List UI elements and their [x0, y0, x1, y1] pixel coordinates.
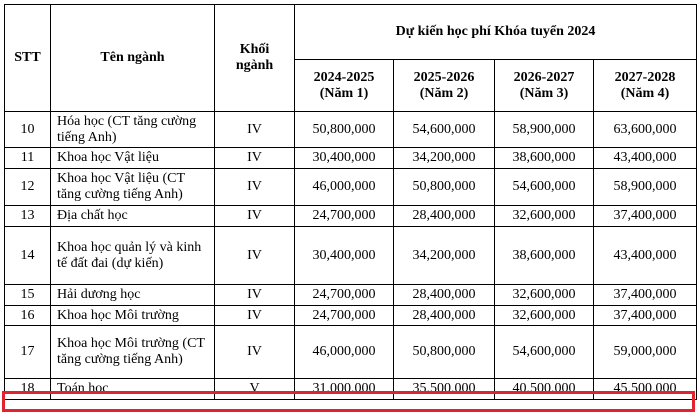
- cell-fee-year-3: 38,600,000: [495, 227, 594, 285]
- tuition-table: [4, 4, 697, 400]
- cell-khoi-nganh: IV: [215, 285, 295, 306]
- cell-ten-nganh: Hóa học (CT tăng cường tiếng Anh): [51, 112, 215, 148]
- cell-fee-year-4: 37,400,000: [594, 306, 697, 326]
- table-row: [5, 227, 697, 285]
- cell-ten-nganh: Khoa học Môi trường (CT tăng cường tiếng Anh): [51, 326, 215, 379]
- cell-fee-year-4: 59,000,000: [594, 326, 697, 379]
- cell-stt: 13: [5, 206, 51, 227]
- year-label: (Năm 4): [620, 85, 670, 101]
- cell-stt: 15: [5, 285, 51, 306]
- cell-fee-year-1: 24,700,000: [295, 306, 394, 326]
- header-year-2: [394, 60, 495, 112]
- header-khoi-nganh: Khối ngành: [215, 5, 295, 112]
- cell-fee-year-1: 50,800,000: [295, 112, 394, 148]
- header-stt: STT: [5, 5, 51, 112]
- cell-fee-year-4: 45,500,000: [594, 379, 697, 400]
- cell-fee-year-3: 40,500,000: [495, 379, 594, 400]
- cell-fee-year-1: 30,400,000: [295, 148, 394, 169]
- cell-khoi-nganh: IV: [215, 148, 295, 169]
- cell-khoi-nganh: IV: [215, 326, 295, 379]
- cell-khoi-nganh: IV: [215, 227, 295, 285]
- cell-stt: 12: [5, 169, 51, 206]
- cell-ten-nganh: Địa chất học: [51, 206, 215, 227]
- cell-fee-year-1: 46,000,000: [295, 169, 394, 206]
- cell-stt: 16: [5, 306, 51, 326]
- year-range: 2027-2028: [614, 69, 676, 85]
- cell-ten-nganh: Toán học: [51, 379, 215, 400]
- cell-fee-year-2: 34,200,000: [394, 227, 495, 285]
- cell-ten-nganh: Khoa học Vật liệu (CT tăng cường tiếng Anh): [51, 169, 215, 206]
- header-du-kien-hoc-phi: Dự kiến học phí Khóa tuyển 2024: [295, 5, 697, 60]
- cell-fee-year-3: 54,600,000: [495, 326, 594, 379]
- cell-fee-year-4: 43,400,000: [594, 227, 697, 285]
- cell-khoi-nganh: IV: [215, 169, 295, 206]
- cell-fee-year-3: 58,900,000: [495, 112, 594, 148]
- cell-fee-year-3: 32,600,000: [495, 285, 594, 306]
- cell-stt: 10: [5, 112, 51, 148]
- cell-ten-nganh: Khoa học Môi trường: [51, 306, 215, 326]
- cell-fee-year-2: 35,500,000: [394, 379, 495, 400]
- cell-ten-nganh: Khoa học Vật liệu: [51, 148, 215, 169]
- cell-stt: 18: [5, 379, 51, 400]
- header-ten-nganh: Tên ngành: [51, 5, 215, 112]
- table-row: [5, 112, 697, 148]
- cell-fee-year-3: 32,600,000: [495, 206, 594, 227]
- cell-ten-nganh: Khoa học quản lý và kinh tế đất đai (dự kiến): [51, 227, 215, 285]
- year-range: 2026-2027: [513, 69, 575, 85]
- cell-fee-year-2: 34,200,000: [394, 148, 495, 169]
- cell-fee-year-4: 63,600,000: [594, 112, 697, 148]
- year-label: (Năm 2): [419, 85, 469, 101]
- cell-fee-year-1: 30,400,000: [295, 227, 394, 285]
- table-row: [5, 148, 697, 169]
- cell-fee-year-3: 54,600,000: [495, 169, 594, 206]
- cell-fee-year-1: 46,000,000: [295, 326, 394, 379]
- cell-fee-year-2: 50,800,000: [394, 169, 495, 206]
- header-year-4: [594, 60, 697, 112]
- cell-fee-year-2: 54,600,000: [394, 112, 495, 148]
- cell-fee-year-4: 58,900,000: [594, 169, 697, 206]
- table-row: [5, 206, 697, 227]
- cell-fee-year-4: 43,400,000: [594, 148, 697, 169]
- year-range: 2024-2025: [313, 69, 375, 85]
- cell-fee-year-3: 38,600,000: [495, 148, 594, 169]
- table-row: [5, 169, 697, 206]
- cell-fee-year-1: 31,000,000: [295, 379, 394, 400]
- cell-fee-year-2: 28,400,000: [394, 206, 495, 227]
- year-range: 2025-2026: [413, 69, 475, 85]
- cell-fee-year-2: 50,800,000: [394, 326, 495, 379]
- cell-fee-year-4: 37,400,000: [594, 285, 697, 306]
- cell-khoi-nganh: IV: [215, 306, 295, 326]
- cell-fee-year-2: 28,400,000: [394, 285, 495, 306]
- table-row: [5, 306, 697, 326]
- cell-fee-year-3: 32,600,000: [495, 306, 594, 326]
- cell-stt: 11: [5, 148, 51, 169]
- cell-stt: 14: [5, 227, 51, 285]
- cell-fee-year-1: 24,700,000: [295, 285, 394, 306]
- header-year-3: [495, 60, 594, 112]
- year-label: (Năm 1): [319, 85, 369, 101]
- table-row: [5, 285, 697, 306]
- cell-fee-year-2: 28,400,000: [394, 306, 495, 326]
- cell-fee-year-4: 37,400,000: [594, 206, 697, 227]
- table-row: [5, 379, 697, 400]
- table-row: [5, 326, 697, 379]
- cell-fee-year-1: 24,700,000: [295, 206, 394, 227]
- cell-khoi-nganh: IV: [215, 112, 295, 148]
- cell-ten-nganh: Hải dương học: [51, 285, 215, 306]
- year-label: (Năm 3): [519, 85, 569, 101]
- header-year-1: [295, 60, 394, 112]
- cell-khoi-nganh: IV: [215, 206, 295, 227]
- cell-khoi-nganh: V: [215, 379, 295, 400]
- cell-stt: 17: [5, 326, 51, 379]
